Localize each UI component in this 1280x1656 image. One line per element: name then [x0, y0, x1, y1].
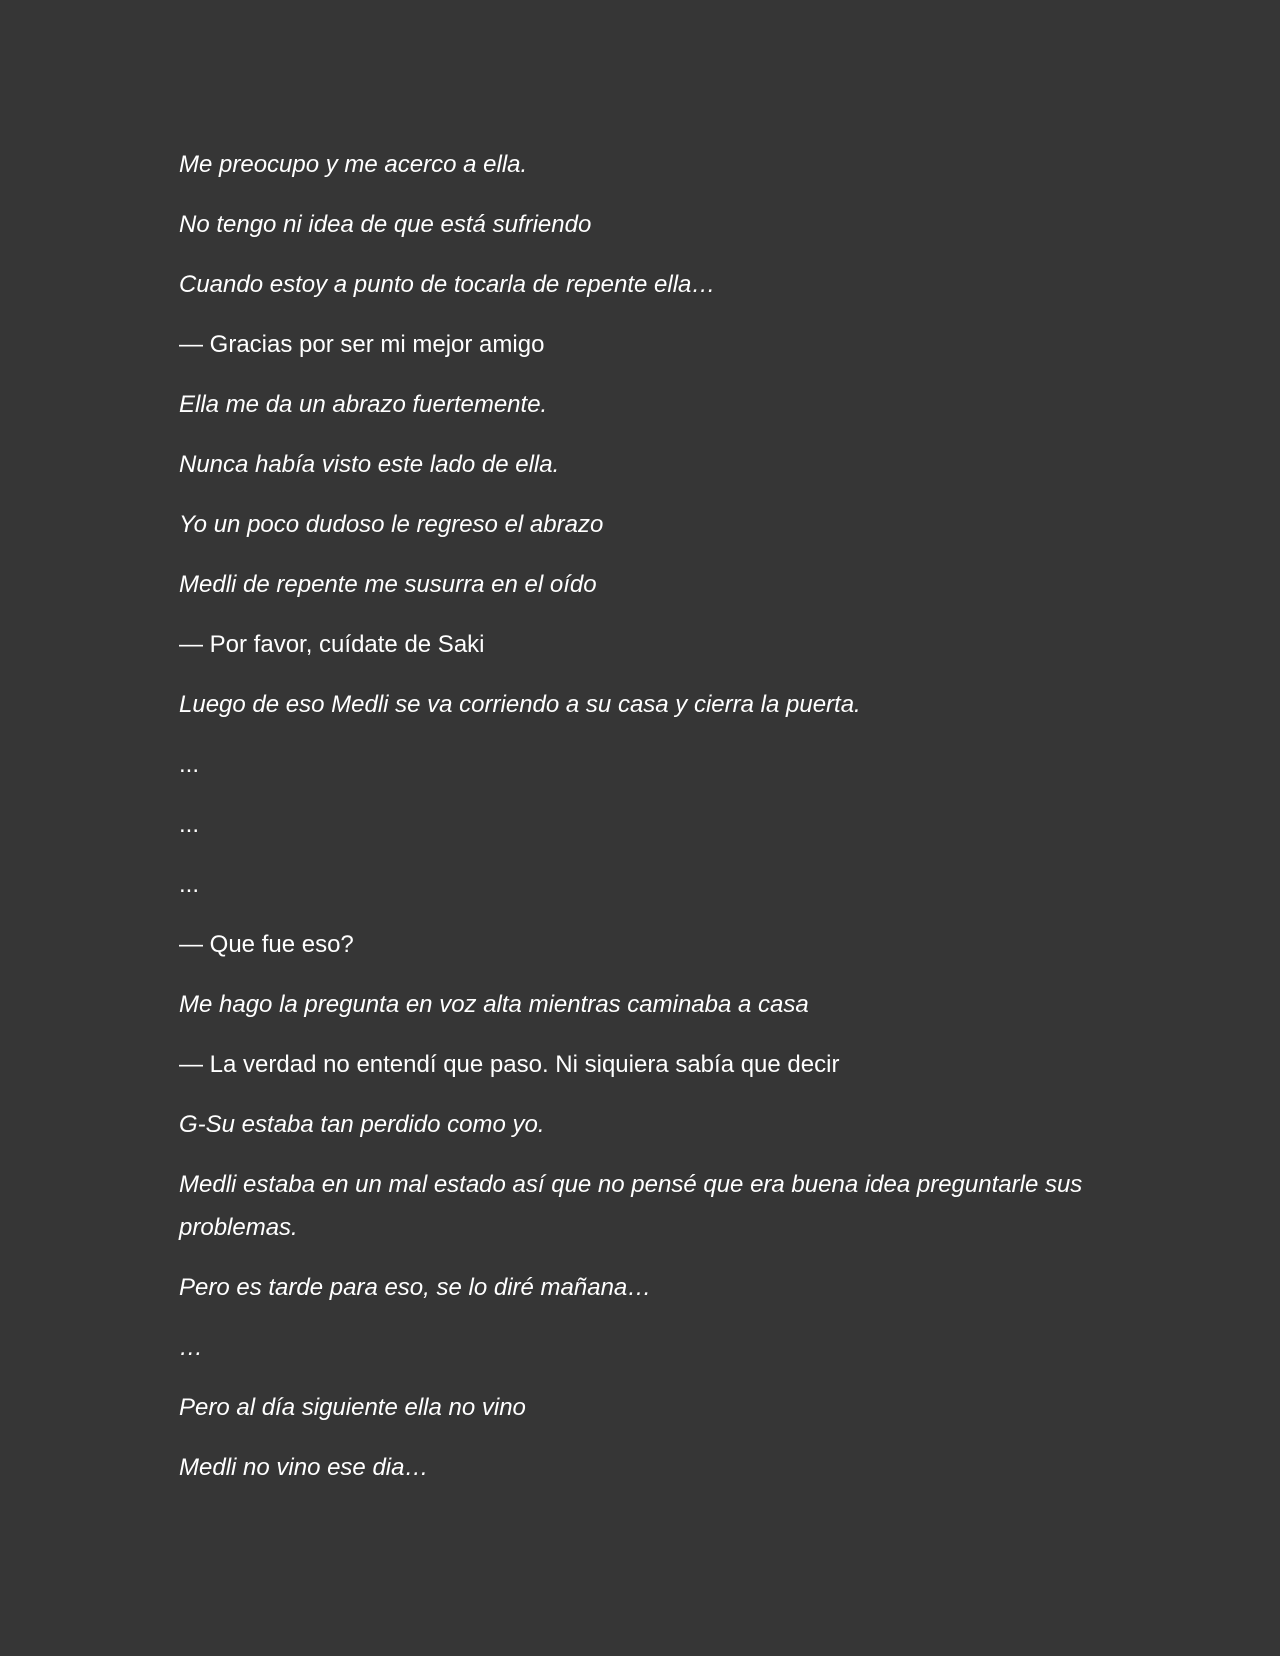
paragraph: Medli de repente me susurra en el oído [179, 571, 597, 598]
paragraph: Ella me da un abrazo fuertemente. [179, 391, 548, 418]
dialogue-line: — Por favor, cuídate de Saki [179, 631, 485, 658]
dialogue-line: — Que fue eso? [179, 931, 354, 958]
ellipsis-line: ... [179, 811, 200, 838]
paragraph: Yo un poco dudoso le regreso el abrazo [179, 511, 604, 538]
paragraph: No tengo ni idea de que está sufriendo [179, 211, 592, 238]
document-page [179, 143, 1099, 1506]
ellipsis-line: … [179, 1334, 203, 1361]
paragraph: Me hago la pregunta en voz alta mientras caminaba a casa [179, 991, 809, 1018]
dialogue-line: — Gracias por ser mi mejor amigo [179, 331, 545, 358]
dialogue-line: — La verdad no entendí que paso. Ni siquiera sabía que decir [179, 1051, 840, 1078]
paragraph: Luego de eso Medli se va corriendo a su casa y cierra la puerta. [179, 691, 861, 718]
ellipsis-line: ... [179, 871, 200, 898]
paragraph: Medli estaba en un mal estado así que no pensé que era buena idea preguntarle sus problemas. [179, 1171, 1083, 1241]
paragraph: Pero es tarde para eso, se lo diré mañana… [179, 1274, 652, 1301]
paragraph: Cuando estoy a punto de tocarla de repente ella… [179, 271, 716, 298]
paragraph: Pero al día siguiente ella no vino [179, 1394, 526, 1421]
ellipsis-line: ... [179, 751, 200, 778]
paragraph: Me preocupo y me acerco a ella. [179, 151, 528, 178]
paragraph: Nunca había visto este lado de ella. [179, 451, 560, 478]
paragraph: Medli no vino ese dia… [179, 1454, 429, 1481]
paragraph: G-Su estaba tan perdido como yo. [179, 1111, 545, 1138]
